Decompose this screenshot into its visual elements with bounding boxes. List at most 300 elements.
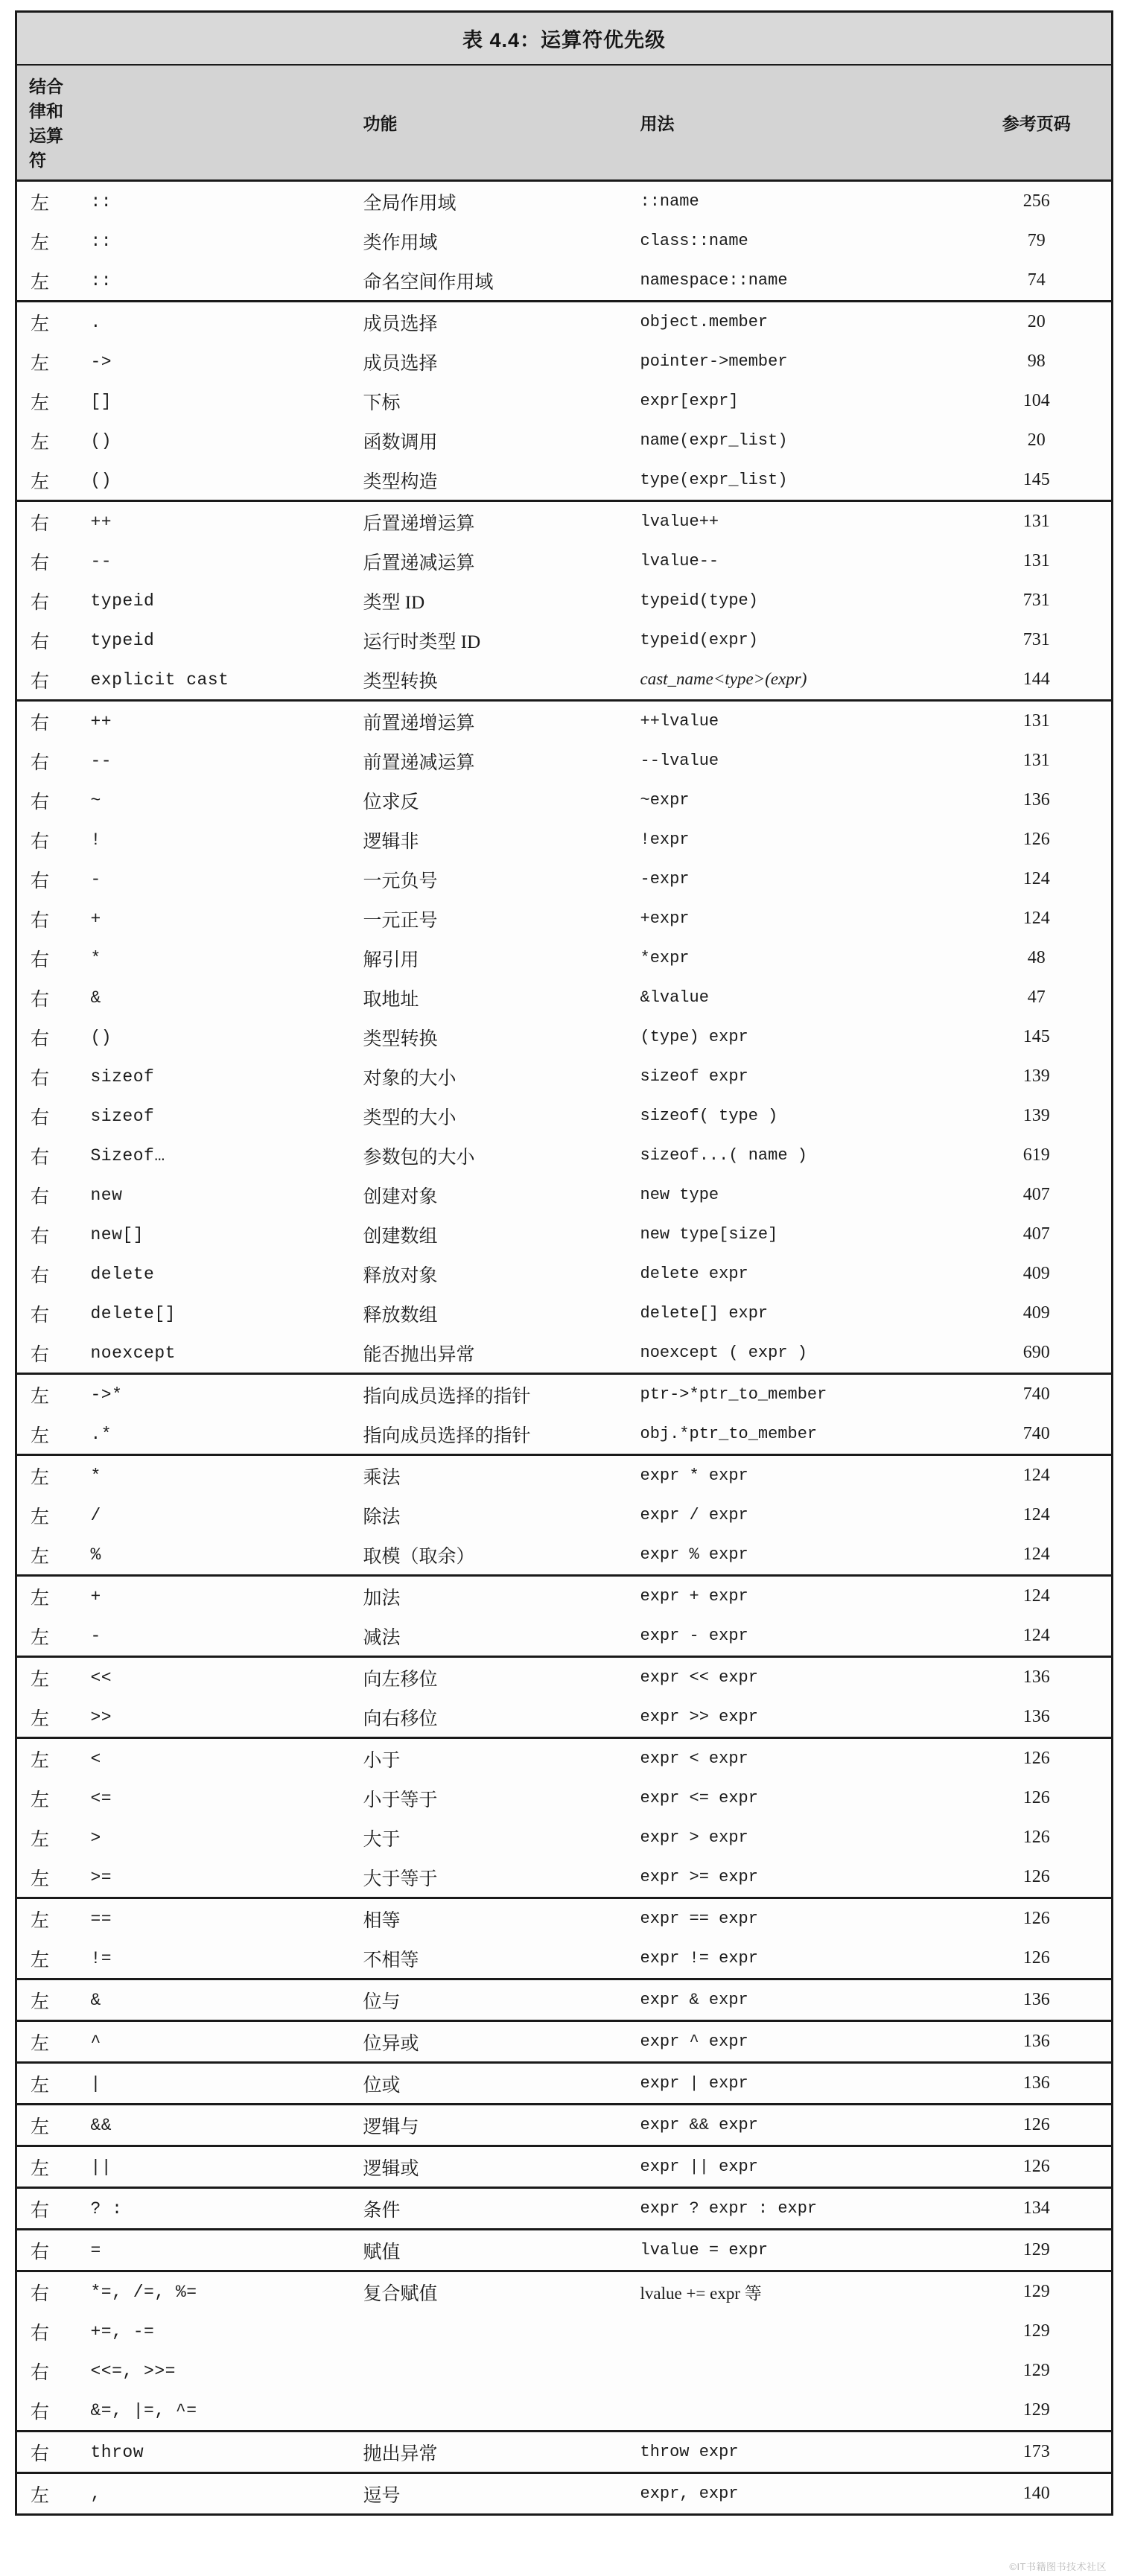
cell-page: 409 <box>962 1294 1113 1333</box>
table-title-row <box>16 12 1113 66</box>
cell-page: 124 <box>962 1495 1113 1535</box>
table-row <box>16 1333 1113 1374</box>
cell-function: 成员选择 <box>359 302 627 343</box>
cell-operator: delete[] <box>69 1294 359 1333</box>
cell-function: 加法 <box>359 1576 627 1617</box>
cell-page: 731 <box>962 620 1113 660</box>
cell-operator: ->* <box>69 1374 359 1415</box>
cell-function: 条件 <box>359 2188 627 2230</box>
cell-page: 139 <box>962 1057 1113 1096</box>
cell-associativity: 右 <box>16 2351 69 2391</box>
cell-associativity: 左 <box>16 1374 69 1415</box>
table-row <box>16 1857 1113 1898</box>
cell-function: 前置递增运算 <box>359 701 627 742</box>
table-row <box>16 780 1113 820</box>
cell-usage: expr, expr <box>627 2473 962 2515</box>
cell-associativity: 右 <box>16 1057 69 1096</box>
cell-associativity: 左 <box>16 261 69 302</box>
cell-usage: new type <box>627 1175 962 1215</box>
cell-function: 抛出异常 <box>359 2432 627 2473</box>
cell-function: 赋值 <box>359 2230 627 2271</box>
cell-operator: + <box>69 899 359 938</box>
cell-page: 619 <box>962 1136 1113 1175</box>
table-row <box>16 181 1113 222</box>
cell-operator: - <box>69 859 359 899</box>
cell-operator: != <box>69 1939 359 1979</box>
table-row <box>16 2021 1113 2063</box>
cell-function: 对象的大小 <box>359 1057 627 1096</box>
cell-usage: typeid(expr) <box>627 620 962 660</box>
cell-function: 释放对象 <box>359 1254 627 1294</box>
cell-usage: namespace::name <box>627 261 962 302</box>
table-row <box>16 1136 1113 1175</box>
cell-operator: sizeof <box>69 1057 359 1096</box>
table-row <box>16 741 1113 780</box>
table-row <box>16 221 1113 261</box>
cell-page: 74 <box>962 261 1113 302</box>
cell-usage: lvalue-- <box>627 541 962 581</box>
cell-operator: ++ <box>69 501 359 542</box>
cell-page: 131 <box>962 741 1113 780</box>
column-header-function: 功能 <box>359 65 627 181</box>
table-row <box>16 978 1113 1017</box>
cell-operator: * <box>69 938 359 978</box>
cell-page: 129 <box>962 2312 1113 2351</box>
cell-associativity: 右 <box>16 660 69 701</box>
cell-function: 逻辑非 <box>359 820 627 859</box>
table-row <box>16 1096 1113 1136</box>
cell-associativity: 右 <box>16 501 69 542</box>
cell-operator: typeid <box>69 581 359 620</box>
cell-usage <box>627 2351 962 2391</box>
cell-associativity: 右 <box>16 1333 69 1374</box>
table-row <box>16 1455 1113 1496</box>
cell-operator: [] <box>69 381 359 421</box>
cell-usage: &lvalue <box>627 978 962 1017</box>
cell-associativity: 右 <box>16 1294 69 1333</box>
cell-page: 47 <box>962 978 1113 1017</box>
cell-page: 126 <box>962 1939 1113 1979</box>
cell-function: 相等 <box>359 1898 627 1939</box>
cell-associativity: 右 <box>16 541 69 581</box>
cell-function: 位异或 <box>359 2021 627 2063</box>
cell-operator: ^ <box>69 2021 359 2063</box>
cell-associativity: 左 <box>16 1979 69 2021</box>
cell-usage: expr < expr <box>627 1738 962 1779</box>
cell-function: 命名空间作用域 <box>359 261 627 302</box>
cell-operator: &=, |=, ^= <box>69 2391 359 2432</box>
cell-page: 126 <box>962 1898 1113 1939</box>
cell-operator: & <box>69 1979 359 2021</box>
table-row <box>16 859 1113 899</box>
cell-function: 类型转换 <box>359 660 627 701</box>
cell-associativity: 左 <box>16 1616 69 1657</box>
cell-page: 144 <box>962 660 1113 701</box>
cell-page: 136 <box>962 2021 1113 2063</box>
cell-usage: +expr <box>627 899 962 938</box>
cell-operator: :: <box>69 221 359 261</box>
table-row <box>16 2351 1113 2391</box>
cell-usage: !expr <box>627 820 962 859</box>
cell-function: 创建对象 <box>359 1175 627 1215</box>
cell-usage: ::name <box>627 181 962 222</box>
cell-function: 向右移位 <box>359 1697 627 1738</box>
table-row <box>16 541 1113 581</box>
cell-function: 不相等 <box>359 1939 627 1979</box>
cell-associativity: 右 <box>16 741 69 780</box>
cell-associativity: 右 <box>16 1136 69 1175</box>
table-row <box>16 261 1113 302</box>
table-row <box>16 660 1113 701</box>
cell-function: 全局作用域 <box>359 181 627 222</box>
cell-associativity: 左 <box>16 221 69 261</box>
cell-operator: () <box>69 460 359 501</box>
cell-page: 145 <box>962 460 1113 501</box>
cell-page: 140 <box>962 2473 1113 2515</box>
cell-usage: expr - expr <box>627 1616 962 1657</box>
cell-associativity: 左 <box>16 1738 69 1779</box>
cell-function: 逗号 <box>359 2473 627 2515</box>
cell-associativity: 左 <box>16 1898 69 1939</box>
cell-associativity: 右 <box>16 2230 69 2271</box>
cell-function: 能否抛出异常 <box>359 1333 627 1374</box>
cell-function: 取模（取余） <box>359 1535 627 1576</box>
table-row <box>16 1175 1113 1215</box>
cell-associativity: 左 <box>16 1818 69 1857</box>
cell-associativity: 左 <box>16 302 69 343</box>
table-row <box>16 1294 1113 1333</box>
cell-usage: expr >> expr <box>627 1697 962 1738</box>
table-row <box>16 1616 1113 1657</box>
cell-page: 731 <box>962 581 1113 620</box>
cell-operator: == <box>69 1898 359 1939</box>
cell-associativity: 右 <box>16 2391 69 2432</box>
cell-page: 136 <box>962 1697 1113 1738</box>
cell-function: 解引用 <box>359 938 627 978</box>
cell-associativity: 右 <box>16 2312 69 2351</box>
cell-page: 126 <box>962 820 1113 859</box>
table-row <box>16 1215 1113 1254</box>
cell-page: 126 <box>962 1818 1113 1857</box>
cell-page: 145 <box>962 1017 1113 1057</box>
cell-operator: <<=, >>= <box>69 2351 359 2391</box>
cell-page: 409 <box>962 1254 1113 1294</box>
cell-associativity: 左 <box>16 1778 69 1818</box>
cell-function: 位与 <box>359 1979 627 2021</box>
cell-associativity: 右 <box>16 1175 69 1215</box>
cell-page: 48 <box>962 938 1113 978</box>
cell-page: 131 <box>962 541 1113 581</box>
table-body <box>16 181 1113 2515</box>
cell-operator: ? : <box>69 2188 359 2230</box>
cell-operator: >> <box>69 1697 359 1738</box>
cell-function <box>359 2391 627 2432</box>
cell-usage: ++lvalue <box>627 701 962 742</box>
cell-operator: () <box>69 1017 359 1057</box>
cell-function: 类型的大小 <box>359 1096 627 1136</box>
table-row <box>16 460 1113 501</box>
table-row <box>16 620 1113 660</box>
watermark: ©IT书籍图书技术社区 <box>1009 2561 1107 2572</box>
cell-associativity: 左 <box>16 181 69 222</box>
cell-operator: && <box>69 2105 359 2146</box>
table-row <box>16 1979 1113 2021</box>
table-row <box>16 1939 1113 1979</box>
cell-page: 407 <box>962 1175 1113 1215</box>
table-row <box>16 2188 1113 2230</box>
cell-associativity: 左 <box>16 2473 69 2515</box>
cell-function: 创建数组 <box>359 1215 627 1254</box>
cell-usage: delete expr <box>627 1254 962 1294</box>
cell-usage: expr[expr] <box>627 381 962 421</box>
cell-operator: () <box>69 421 359 460</box>
table-row <box>16 2230 1113 2271</box>
cell-function: 减法 <box>359 1616 627 1657</box>
cell-page: 129 <box>962 2351 1113 2391</box>
table-row <box>16 820 1113 859</box>
cell-associativity: 右 <box>16 2188 69 2230</box>
cell-function: 位求反 <box>359 780 627 820</box>
cell-usage: lvalue++ <box>627 501 962 542</box>
cell-operator: Sizeof… <box>69 1136 359 1175</box>
cell-page: 131 <box>962 501 1113 542</box>
cell-page: 124 <box>962 859 1113 899</box>
cell-operator: noexcept <box>69 1333 359 1374</box>
cell-function <box>359 2312 627 2351</box>
table-row <box>16 1057 1113 1096</box>
table-row <box>16 1898 1113 1939</box>
cell-usage: --lvalue <box>627 741 962 780</box>
cell-associativity: 左 <box>16 342 69 381</box>
cell-usage: sizeof( type ) <box>627 1096 962 1136</box>
column-header-usage: 用法 <box>627 65 962 181</box>
cell-operator: & <box>69 978 359 1017</box>
cell-page: 256 <box>962 181 1113 222</box>
cell-associativity: 右 <box>16 1254 69 1294</box>
cell-usage: *expr <box>627 938 962 978</box>
cell-function: 大于等于 <box>359 1857 627 1898</box>
cell-function: 后置递增运算 <box>359 501 627 542</box>
table-row <box>16 1374 1113 1415</box>
cell-function: 释放数组 <box>359 1294 627 1333</box>
table-row <box>16 899 1113 938</box>
cell-associativity: 右 <box>16 2271 69 2312</box>
cell-page: 690 <box>962 1333 1113 1374</box>
cell-function: 位或 <box>359 2063 627 2105</box>
table-row <box>16 1818 1113 1857</box>
cell-usage: expr ? expr : expr <box>627 2188 962 2230</box>
cell-usage: pointer->member <box>627 342 962 381</box>
cell-page: 173 <box>962 2432 1113 2473</box>
cell-usage: (type) expr <box>627 1017 962 1057</box>
cell-page: 740 <box>962 1374 1113 1415</box>
cell-usage: expr || expr <box>627 2146 962 2188</box>
cell-usage: expr & expr <box>627 1979 962 2021</box>
cell-operator: , <box>69 2473 359 2515</box>
cell-associativity: 右 <box>16 2432 69 2473</box>
cell-operator: *=, /=, %= <box>69 2271 359 2312</box>
cell-usage: expr / expr <box>627 1495 962 1535</box>
cell-associativity: 右 <box>16 620 69 660</box>
table-row <box>16 1254 1113 1294</box>
cell-usage: expr | expr <box>627 2063 962 2105</box>
cell-usage: obj.*ptr_to_member <box>627 1414 962 1455</box>
cell-usage: lvalue = expr <box>627 2230 962 2271</box>
cell-usage: expr && expr <box>627 2105 962 2146</box>
table-row <box>16 1535 1113 1576</box>
cell-associativity: 左 <box>16 2146 69 2188</box>
table-row <box>16 2473 1113 2515</box>
cell-page: 124 <box>962 1576 1113 1617</box>
cell-function: 指向成员选择的指针 <box>359 1374 627 1415</box>
table-row <box>16 302 1113 343</box>
cell-associativity: 右 <box>16 899 69 938</box>
table-row <box>16 1495 1113 1535</box>
cell-usage: expr != expr <box>627 1939 962 1979</box>
cell-usage: expr <= expr <box>627 1778 962 1818</box>
cell-function: 小于 <box>359 1738 627 1779</box>
table-row <box>16 2312 1113 2351</box>
cell-associativity: 右 <box>16 581 69 620</box>
cell-function: 指向成员选择的指针 <box>359 1414 627 1455</box>
cell-associativity: 右 <box>16 978 69 1017</box>
cell-function: 小于等于 <box>359 1778 627 1818</box>
cell-page: 124 <box>962 1455 1113 1496</box>
cell-function: 类作用域 <box>359 221 627 261</box>
cell-usage: delete[] expr <box>627 1294 962 1333</box>
cell-function: 下标 <box>359 381 627 421</box>
cell-page: 98 <box>962 342 1113 381</box>
table-row <box>16 938 1113 978</box>
cell-operator: << <box>69 1657 359 1698</box>
table-row <box>16 2432 1113 2473</box>
cell-page: 124 <box>962 899 1113 938</box>
cell-operator: - <box>69 1616 359 1657</box>
cell-associativity: 右 <box>16 1215 69 1254</box>
table-row <box>16 2271 1113 2312</box>
cell-page: 126 <box>962 1738 1113 1779</box>
cell-associativity: 左 <box>16 1697 69 1738</box>
table-row <box>16 501 1113 542</box>
cell-page: 740 <box>962 1414 1113 1455</box>
cell-operator: | <box>69 2063 359 2105</box>
cell-page: 104 <box>962 381 1113 421</box>
table-row <box>16 581 1113 620</box>
cell-usage: expr << expr <box>627 1657 962 1698</box>
table-head <box>16 12 1113 181</box>
cell-page: 20 <box>962 421 1113 460</box>
cell-usage <box>627 2312 962 2351</box>
cell-usage: class::name <box>627 221 962 261</box>
cell-usage: typeid(type) <box>627 581 962 620</box>
cell-usage: name(expr_list) <box>627 421 962 460</box>
cell-operator: ~ <box>69 780 359 820</box>
cell-operator: = <box>69 2230 359 2271</box>
cell-associativity: 右 <box>16 859 69 899</box>
cell-operator: > <box>69 1818 359 1857</box>
cell-operator: delete <box>69 1254 359 1294</box>
cell-page: 124 <box>962 1535 1113 1576</box>
cell-function: 前置递减运算 <box>359 741 627 780</box>
cell-associativity: 左 <box>16 460 69 501</box>
column-header-page: 参考页码 <box>962 65 1113 181</box>
cell-associativity: 左 <box>16 421 69 460</box>
cell-associativity: 左 <box>16 1939 69 1979</box>
table-row <box>16 1657 1113 1698</box>
operator-precedence-table <box>15 10 1113 2516</box>
cell-usage: type(expr_list) <box>627 460 962 501</box>
cell-associativity: 左 <box>16 1657 69 1698</box>
cell-operator: * <box>69 1455 359 1496</box>
cell-associativity: 右 <box>16 1096 69 1136</box>
table-row <box>16 1738 1113 1779</box>
cell-associativity: 左 <box>16 1414 69 1455</box>
cell-associativity: 左 <box>16 1535 69 1576</box>
cell-function: 向左移位 <box>359 1657 627 1698</box>
cell-operator: + <box>69 1576 359 1617</box>
cell-operator: < <box>69 1738 359 1779</box>
cell-function <box>359 2351 627 2391</box>
cell-associativity: 左 <box>16 381 69 421</box>
cell-usage: expr % expr <box>627 1535 962 1576</box>
cell-operator: || <box>69 2146 359 2188</box>
cell-usage: ~expr <box>627 780 962 820</box>
cell-usage: expr == expr <box>627 1898 962 1939</box>
cell-usage: noexcept ( expr ) <box>627 1333 962 1374</box>
cell-associativity: 右 <box>16 701 69 742</box>
cell-associativity: 右 <box>16 780 69 820</box>
cell-usage: -expr <box>627 859 962 899</box>
cell-usage-text: lvalue += expr 等 <box>640 2284 762 2303</box>
cell-page: 139 <box>962 1096 1113 1136</box>
cell-page: 126 <box>962 2146 1113 2188</box>
cell-operator: typeid <box>69 620 359 660</box>
cell-associativity: 左 <box>16 1455 69 1496</box>
table-row <box>16 1017 1113 1057</box>
cell-function: 参数包的大小 <box>359 1136 627 1175</box>
cell-usage: expr ^ expr <box>627 2021 962 2063</box>
cell-page: 136 <box>962 780 1113 820</box>
cell-page: 407 <box>962 1215 1113 1254</box>
cell-page: 124 <box>962 1616 1113 1657</box>
table-row <box>16 1576 1113 1617</box>
cell-usage: ptr->*ptr_to_member <box>627 1374 962 1415</box>
cell-usage: expr * expr <box>627 1455 962 1496</box>
cell-function: 后置递减运算 <box>359 541 627 581</box>
cell-associativity: 左 <box>16 2105 69 2146</box>
cell-operator: new <box>69 1175 359 1215</box>
cell-usage: expr > expr <box>627 1818 962 1857</box>
cell-operator: -- <box>69 541 359 581</box>
cell-page: 129 <box>962 2271 1113 2312</box>
cell-page: 126 <box>962 2105 1113 2146</box>
cell-operator: <= <box>69 1778 359 1818</box>
cell-page: 129 <box>962 2391 1113 2432</box>
cell-function: 乘法 <box>359 1455 627 1496</box>
table-row <box>16 2063 1113 2105</box>
cell-function: 复合赋值 <box>359 2271 627 2312</box>
cell-page: 79 <box>962 221 1113 261</box>
cell-associativity: 左 <box>16 2021 69 2063</box>
column-header-assoc: 结合律和运算符 <box>16 65 69 181</box>
cell-operator: . <box>69 302 359 343</box>
cell-operator: explicit cast <box>69 660 359 701</box>
cell-usage: expr >= expr <box>627 1857 962 1898</box>
cell-page: 126 <box>962 1857 1113 1898</box>
cell-associativity: 左 <box>16 2063 69 2105</box>
cell-operator: :: <box>69 181 359 222</box>
cell-operator: throw <box>69 2432 359 2473</box>
